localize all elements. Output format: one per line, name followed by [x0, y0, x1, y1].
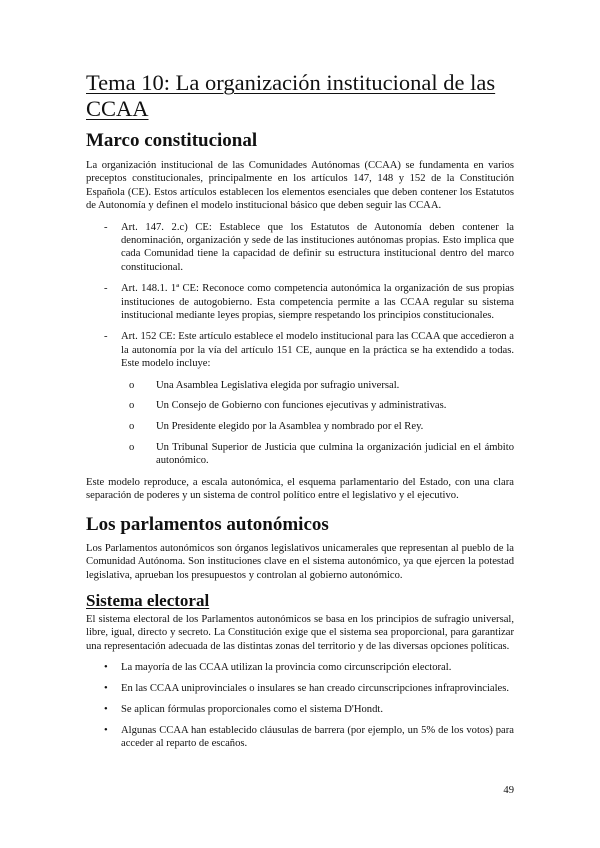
electoral-bullet-list	[86, 661, 514, 751]
bullet-marker: •	[104, 724, 108, 736]
bullet-text: En las CCAA uniprovinciales o insulares se han creado circunscripciones infraprovinciales.	[121, 683, 510, 695]
list-item	[86, 282, 514, 322]
institution-text: Un Tribunal Superior de Justicia que culmina la organización judicial en el ámbito autonómico.	[156, 442, 514, 467]
list-item	[121, 379, 514, 392]
section-heading-marco: Marco constitucional	[86, 130, 258, 151]
article-text: Art. 152 CE: Este artículo establece el modelo institucional para las CCAA que accedieron a la autonomía por la vía del artículo 151 CE, aunque en la práctica se ha extendido a todas. Este modelo incluye:	[121, 331, 514, 370]
page-number: 49	[503, 785, 514, 796]
subsection-heading-sistema-electoral: Sistema electoral	[86, 590, 210, 610]
document-page	[86, 70, 514, 758]
sistema-electoral-paragraph: El sistema electoral de los Parlamentos autonómicos se basa en los principios de sufragio universal, libre, igual, directo y secreto. La Constitución exige que el sistema sea proporcional, para garantizar una representación adecuada de las distintas zonas del territorio y de las diversas opciones políticas.	[86, 613, 514, 652]
bullet-marker: •	[104, 703, 108, 715]
section-intro-paragraph: La organización institucional de las Comunidades Autónomas (CCAA) se fundamenta en varios preceptos constitucionales, principalmente en los artículos 147, 148 y 152 de la Constitución Española (CE). Estos artículos establecen los elementos esenciales que deben contener los Estatutos de Autonomía y definen el modelo institucional básico que deben seguir las CCAA.	[86, 160, 514, 212]
article-text: Art. 147. 2.c) CE: Establece que los Estatutos de Autonomía deben contener la denominación, organización y sede de las instituciones autónomas propias. Esto implica que cada Comunidad tiene la capacidad de definir su estructura institucional dentro del marco constitucional.	[121, 221, 514, 273]
bullet-text: Se aplican fórmulas proporcionales como el sistema D'Hondt.	[121, 703, 383, 715]
list-item	[86, 682, 514, 695]
institution-text: Un Presidente elegido por la Asamblea y nombrado por el Rey.	[156, 421, 424, 433]
circle-marker: o	[129, 379, 135, 391]
section-heading-parlamentos: Los parlamentos autonómicos	[86, 513, 329, 535]
list-item	[86, 703, 514, 716]
bullet-text: La mayoría de las CCAA utilizan la provincia como circunscripción electoral.	[121, 662, 452, 674]
bullet-text: Algunas CCAA han establecido cláusulas de barrera (por ejemplo, un 5% de los votos) para acceder al reparto de escaños.	[121, 724, 514, 750]
institution-model-list	[121, 379, 514, 468]
list-item	[86, 330, 514, 467]
dash-marker: -	[104, 221, 108, 233]
list-item	[86, 661, 514, 674]
dash-marker: -	[104, 283, 108, 295]
list-item	[86, 724, 514, 751]
bullet-marker: •	[104, 662, 108, 674]
article-text: Art. 148.1. 1ª CE: Reconoce como competencia autonómica la organización de sus propias instituciones de autogobierno. Esta competencia permite a las CCAA regular su sistema institucional mediante leyes propias, siempre respetando los principios constitucionales.	[121, 283, 514, 322]
list-item	[121, 399, 514, 412]
institution-text: Un Consejo de Gobierno con funciones ejecutivas y administrativas.	[156, 400, 447, 412]
dash-marker: -	[104, 331, 108, 343]
circle-marker: o	[129, 400, 135, 412]
list-item	[121, 420, 514, 433]
circle-marker: o	[129, 421, 135, 433]
circle-marker: o	[129, 442, 135, 454]
list-item	[86, 221, 514, 275]
document-title: Tema 10: La organización institucional de las CCAA	[86, 70, 496, 121]
article-list	[86, 221, 514, 468]
bullet-marker: •	[104, 683, 108, 695]
list-item	[121, 441, 514, 468]
institution-text: Una Asamblea Legislativa elegida por sufragio universal.	[156, 379, 400, 391]
closing-paragraph: Este modelo reproduce, a escala autonómica, el esquema parlamentario del Estado, con una clara separación de poderes y un sistema de control político entre el legislativo y el ejecutivo.	[86, 476, 514, 502]
parlamentos-paragraph: Los Parlamentos autonómicos son órganos legislativos unicamerales que representan al pueblo de la Comunidad Autónoma. Son instituciones clave en el sistema autonómico, ya que ejercen la potestad legislativa, aprueban los presupuestos y controlan al gobierno autonómico.	[86, 542, 514, 581]
